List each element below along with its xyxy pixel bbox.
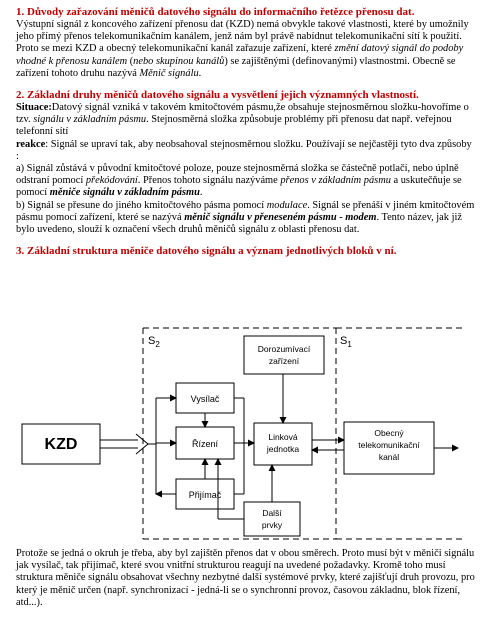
vysilac-block: Vysílač [190,394,220,404]
option-b-paragraph: b) Signál se přesune do jiného kmitočtového pásma pomocí modulace. Signál se přenáší v jiném kmitočtovém pásmu pomocí zařízení, které se nazývá měnič signálu v přeneseném pásmu - modem. Tento název, jak již bylo uvedeno, slouží k označení všech druhů měničů signálu z oblasti přenosu dat. [16,199,475,236]
dorozumivaci-label-2: zařízení [268,356,300,366]
document [16,6,476,258]
option-a-paragraph: a) Signál zůstává v původní kmitočtové poloze, pouze stejnosměrná složka se částečně potlačí, nebo úplně odstraní pomocí překódování. Přenos tohoto signálu nazýváme přenos v základním pásmu a uskutečňuje se pomocí měniče signálu v základním pásmu. [16,163,462,199]
dalsi-label-1: Další [262,508,282,518]
section1-heading: 1. Důvody zařazování měničů datového signálu do informačního řetězce přenosu dat. [16,6,415,18]
closing-block [16,548,476,609]
kzd-block: KZD [44,436,78,453]
block-diagram [18,324,468,542]
linkova-label-2: jednotka [266,444,300,454]
section2-heading: 2. Základní druhy měničů datového signálu a vysvětlení jejich významných vlastností. [16,89,419,102]
obecny-label-2: telekomunikační [358,440,420,450]
obecny-label-3: kanál [378,452,400,462]
rizeni-block: Řízení [191,439,219,449]
dalsi-label-2: prvky [261,520,283,530]
reaction-paragraph: reakce: Signál se upraví tak, aby neobsahoval stejnosměrnou složku. Používají se nejčastěji tyto dva způsoby : [16,138,472,162]
dorozumivaci-label-1: Dorozumívací [257,344,311,354]
prijimac-block: Přijímač [188,490,222,500]
s1-label: $S_1$ [340,335,352,349]
closing-paragraph: Protože se jedná o okruh je třeba, aby byl zajištěn přenos dat v obou směrech. Proto musí být v měniči signálu jak vysílač, tak přijímač, které svou vnitřní strukturou reagují na uvedené požadavky. Kromě toho musí struktura měniče signálu obsahovat všechny nezbytné další systémové prvky, které zajišťují druh provozu, pro který je měnič určen (např. synchronizací - jedná-li se o synchronní provoz, časovou základnu, blok řízení, atd...). [16,548,475,608]
linkova-label-1: Linková [268,432,298,442]
s2-label: $S_2$ [148,335,160,349]
situation-paragraph: Situace:Datový signál vzniká v takovém kmitočtovém pásmu,že obsahuje stejnosměrnou složku-hovoříme o tzv. signálu v základním pásmu. Stejnosměrná složka způsobuje problémy při přenosu dat např. veřejnou telefonní sítí [16,102,469,138]
section3-heading: 3. Základní struktura měniče datového signálu a význam jednotlivých bloků v ní. [16,245,397,258]
obecny-label-1: Obecný [374,428,404,438]
section1-paragraph: Výstupní signál z koncového zařízení přenosu dat (KZD) nemá obvykle takové vlastnosti, které by umožnily jeho přímý přenos telekomunikačním kanálem, jenž nám byl právě nabídnut telekomunikační sítí k použití. Proto se mezi KZD a obecný telekomunikační kanál zařazuje zařízení, které změní datový signál do podoby vhodné k přenosu kanálem (nebo skupinou kanálů) se zajištěnými (definovanými) vlastnostmi. Obecně se zařízení tohoto druhu nazývá Měnič signálu. [16,19,469,79]
